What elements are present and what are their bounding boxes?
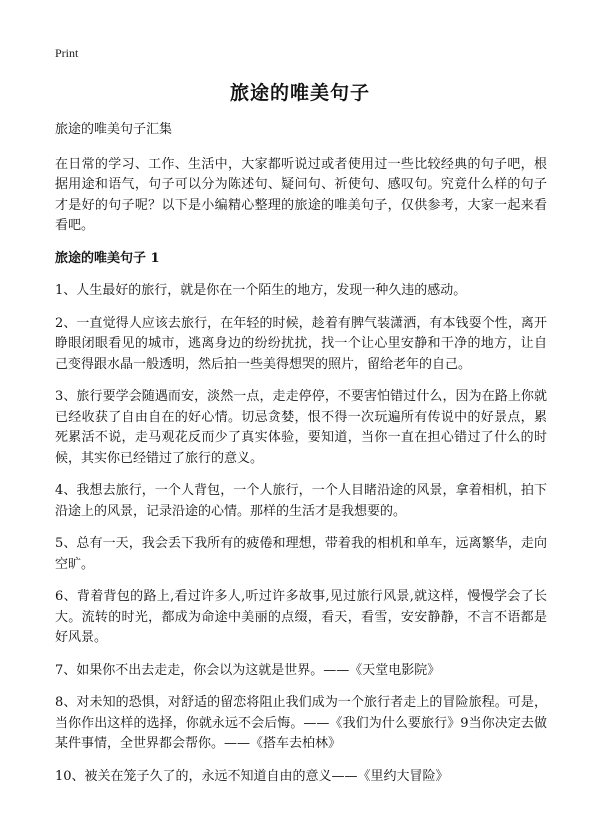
list-item: 6、背着背包的路上,看过许多人,听过许多故事,见过旅行风景,就这样，慢慢学会了长大。流转的时光，都成为命途中美丽的点缀，看天，看雪，安安静静，不言不语都是好风景。	[55, 589, 547, 645]
document-body	[55, 120, 547, 799]
intro-paragraph: 在日常的学习、工作、生活中，大家都听说过或者使用过一些比较经典的句子吧，根据用途和语气，句子可以分为陈述句、疑问句、祈使句、感叹句。究竟什么样的句子才是好的句子呢？以下是小编精心整理的旅途的唯美句子，仅供参考，大家一起来看看吧。	[55, 156, 547, 233]
list-item: 3、旅行要学会随遇而安，淡然一点，走走停停，不要害怕错过什么，因为在路上你就已经收获了自由自在的好心情。切忌贪婪，恨不得一次玩遍所有传说中的好景点，累死累活不说，走马观花反而少了真实体验，要知道，当你一直在担心错过了什么的时候，其实你已经错过了旅行的意义。	[55, 389, 547, 466]
list-item: 4、我想去旅行，一个人背包，一个人旅行，一个人目睹沿途的风景，拿着相机，拍下沿途上的风景，记录沿途的心情。那样的生活才是我想要的。	[55, 483, 547, 519]
list-item: 10、被关在笼子久了的，永远不知道自由的意义——《里约大冒险》	[55, 768, 449, 784]
print-link[interactable]: Print	[55, 46, 79, 60]
section-heading: 旅途的唯美句子 1	[55, 250, 160, 266]
list-item: 8、对未知的恐惧，对舒适的留恋将阻止我们成为一个旅行者走上的冒险旅程。可是，当你作出这样的选择，你就永远不会后悔。——《我们为什么要旅行》9当你决定去做某件事情，全世界都会帮你。——《搭车去柏林》	[55, 695, 547, 751]
list-item: 1、人生最好的旅行，就是你在一个陌生的地方，发现一种久违的感动。	[55, 283, 467, 298]
subtitle: 旅途的唯美句子汇集	[55, 122, 173, 137]
list-item: 2、一直觉得人应该去旅行，在年轻的时候，趁着有脾气装潇洒，有本钱耍个性，离开睁眼闭眼看见的城市，逃离身边的纷纷扰扰，找一个让心里安静和干净的地方，让自己变得跟水晶一般透明，然后拍一些美得想哭的照片，留给老年的自己。	[55, 315, 547, 372]
page-title: 旅途的唯美句子	[229, 82, 370, 104]
list-item: 5、总有一天，我会丢下我所有的疲倦和理想，带着我的相机和单车，远离繁华，走向空旷。	[55, 536, 547, 572]
list-item: 7、如果你不出去走走，你会以为这就是世界。——《天堂电影院》	[55, 662, 441, 678]
